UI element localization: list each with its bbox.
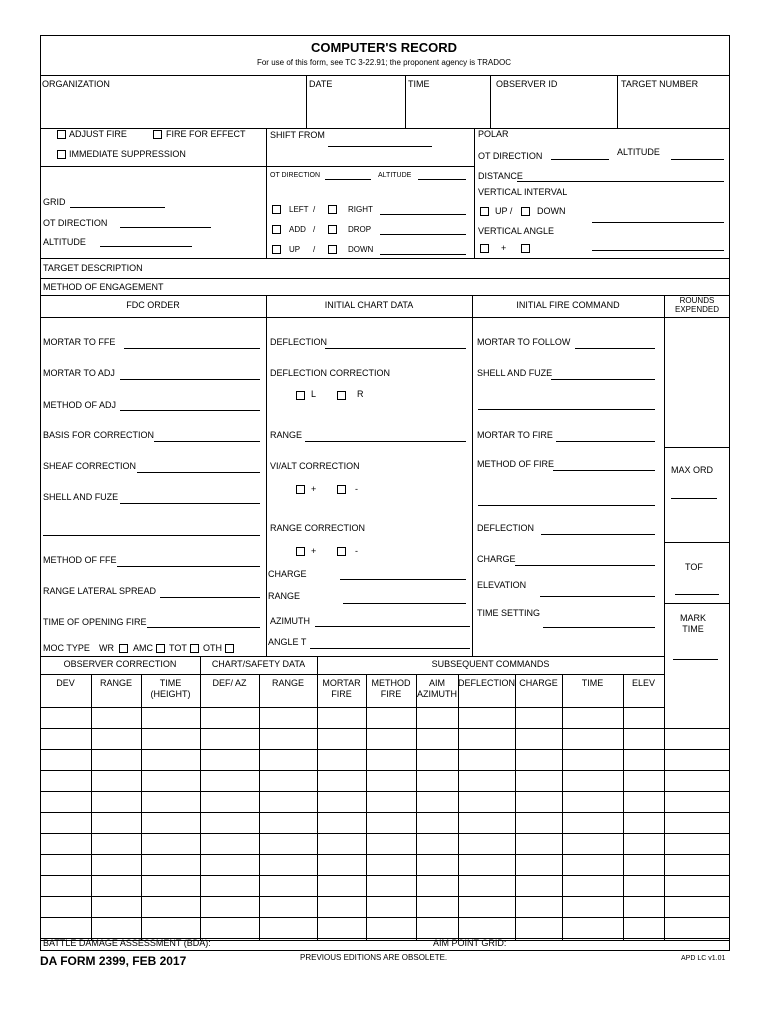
polar-altitude-field[interactable] xyxy=(671,159,724,160)
l-label: L xyxy=(311,389,317,399)
divider xyxy=(40,278,730,279)
fc-shell-and-fuze-field-2[interactable] xyxy=(478,409,655,410)
mortar-to-follow-field[interactable] xyxy=(575,348,655,349)
right-label: RIGHT xyxy=(348,205,373,214)
drop-label: DROP xyxy=(348,225,372,234)
va-field[interactable] xyxy=(592,250,724,251)
mortar-to-adj-label: MORTAR TO ADJ xyxy=(43,368,115,378)
azimuth-field[interactable] xyxy=(315,626,470,627)
wr-checkbox[interactable] xyxy=(119,644,128,653)
range2-field[interactable] xyxy=(343,603,466,604)
column-header: AIM AZIMUTH xyxy=(417,678,457,699)
charge-label: CHARGE xyxy=(268,569,307,579)
shell-and-fuze-field-2[interactable] xyxy=(43,535,260,536)
table-row[interactable] xyxy=(40,728,730,729)
mark-time-field[interactable] xyxy=(673,659,718,660)
va-minus-checkbox[interactable] xyxy=(521,244,530,253)
wr-label: WR xyxy=(99,643,114,653)
column-header: TIME (HEIGHT) xyxy=(150,678,191,699)
add-checkbox[interactable] xyxy=(272,225,281,234)
angle-t-label: ANGLE T xyxy=(268,637,307,647)
vertical-interval-label: VERTICAL INTERVAL xyxy=(478,187,568,197)
adjust-fire-checkbox[interactable] xyxy=(57,130,66,139)
table-row[interactable] xyxy=(40,791,730,792)
mortar-to-ffe-field[interactable] xyxy=(124,348,260,349)
va-plus-label: + xyxy=(501,243,507,253)
range2-label: RANGE xyxy=(268,591,301,601)
time-of-opening-fire-field[interactable] xyxy=(147,627,260,628)
tof-field[interactable] xyxy=(675,594,719,595)
divider xyxy=(266,166,474,167)
amc-label: AMC xyxy=(133,643,153,653)
amc-checkbox[interactable] xyxy=(156,644,165,653)
grid-field[interactable] xyxy=(70,207,165,208)
range-correction-label: RANGE CORRECTION xyxy=(270,523,366,533)
column-header: RANGE xyxy=(271,678,304,688)
target-number-label: TARGET NUMBER xyxy=(621,79,699,89)
divider xyxy=(405,75,406,128)
polar-ot-direction-label: OT DIRECTION xyxy=(478,151,543,161)
aim-point-grid-label: AIM POINT GRID: xyxy=(433,938,507,948)
vialt-plus-checkbox[interactable] xyxy=(296,485,305,494)
mortar-to-follow-label: MORTAR TO FOLLOW xyxy=(477,337,571,347)
time-of-opening-fire-label: TIME OF OPENING FIRE xyxy=(43,617,147,627)
observer-id-label: OBSERVER ID xyxy=(496,79,558,89)
rc-plus-checkbox[interactable] xyxy=(296,547,305,556)
divider xyxy=(664,542,730,543)
vertical-angle-label: VERTICAL ANGLE xyxy=(478,226,555,236)
distance-label: DISTANCE xyxy=(478,171,523,181)
column-header: DEF/ AZ xyxy=(212,678,247,688)
grid-label: GRID xyxy=(43,197,66,207)
table-row[interactable] xyxy=(40,854,730,855)
method-of-fire-field-2[interactable] xyxy=(478,505,655,506)
date-label: DATE xyxy=(309,79,333,89)
observer-correction-header: OBSERVER CORRECTION xyxy=(63,659,177,669)
table-row[interactable] xyxy=(40,875,730,876)
table-row[interactable] xyxy=(40,770,730,771)
divider xyxy=(40,317,730,318)
down-label: DOWN xyxy=(348,245,374,254)
immediate-suppression-label: IMMEDIATE SUPPRESSION xyxy=(69,149,186,159)
divider xyxy=(266,295,267,656)
range-lateral-spread-field[interactable] xyxy=(160,597,260,598)
column-divider xyxy=(40,656,41,940)
divider xyxy=(40,166,266,167)
method-of-adj-field[interactable] xyxy=(120,410,260,411)
elevation-field[interactable] xyxy=(540,596,655,597)
divider xyxy=(40,707,664,708)
adjust-fire-label: ADJUST FIRE xyxy=(69,129,127,139)
charge-field[interactable] xyxy=(340,579,466,580)
slash: / xyxy=(313,245,316,254)
l-checkbox[interactable] xyxy=(296,391,305,400)
altitude-label: ALTITUDE xyxy=(43,237,86,247)
rc-minus-label: - xyxy=(355,546,358,556)
tot-label: TOT xyxy=(169,643,187,653)
rc-minus-checkbox[interactable] xyxy=(337,547,346,556)
subsequent-commands-header: SUBSEQUENT COMMANDS xyxy=(431,659,550,669)
column-divider xyxy=(141,674,142,940)
divider xyxy=(306,75,307,128)
range-field[interactable] xyxy=(305,441,466,442)
column-divider xyxy=(91,674,92,940)
divider xyxy=(266,128,267,258)
left-right-field[interactable] xyxy=(380,214,466,215)
shell-and-fuze-field[interactable] xyxy=(120,503,260,504)
down-checkbox[interactable] xyxy=(328,245,337,254)
left-label: LEFT xyxy=(289,205,309,214)
method-of-engagement-label: METHOD OF ENGAGEMENT xyxy=(43,282,164,292)
shift-from-label: SHIFT FROM xyxy=(270,130,325,140)
ot-direction-label: OT DIRECTION xyxy=(43,218,108,228)
column-divider xyxy=(366,674,367,940)
up-down-field[interactable] xyxy=(380,254,466,255)
method-of-fire-label: METHOD OF FIRE xyxy=(477,459,554,469)
add-drop-field[interactable] xyxy=(380,234,466,235)
table-row[interactable] xyxy=(40,812,730,813)
max-ord-label: MAX ORD xyxy=(671,465,714,475)
fc-deflection-label: DEFLECTION xyxy=(477,523,535,533)
shift-altitude-label: ALTITUDE xyxy=(378,172,412,179)
table-row[interactable] xyxy=(40,749,730,750)
deflection-field[interactable] xyxy=(325,348,466,349)
column-divider xyxy=(515,674,516,940)
divider xyxy=(490,75,491,128)
oth-checkbox[interactable] xyxy=(225,644,234,653)
column-header: RANGE xyxy=(99,678,132,688)
va-plus-checkbox[interactable] xyxy=(480,244,489,253)
method-of-fire-field[interactable] xyxy=(553,470,655,471)
column-divider xyxy=(623,674,624,940)
distance-field[interactable] xyxy=(517,181,724,182)
deflection-label: DEFLECTION xyxy=(270,337,328,347)
column-divider xyxy=(200,656,201,940)
divider xyxy=(474,128,475,258)
method-of-ffe-field[interactable] xyxy=(117,566,260,567)
column-header: ELEV xyxy=(631,678,655,688)
initial-chart-data-header: INITIAL CHART DATA xyxy=(324,300,414,310)
rounds-expended-header: ROUNDS EXPENDED xyxy=(674,296,719,314)
column-header: CHARGE xyxy=(519,678,558,688)
shell-and-fuze-label: SHELL AND FUZE xyxy=(43,492,119,502)
polar-ot-direction-field[interactable] xyxy=(551,159,609,160)
up-label: UP xyxy=(289,245,301,254)
tot-checkbox[interactable] xyxy=(190,644,199,653)
divider xyxy=(40,128,730,129)
form-subtitle: For use of this form, see TC 3-22.91; the proponent agency is TRADOC xyxy=(256,58,512,67)
tof-label: TOF xyxy=(685,562,703,572)
form-title: COMPUTER'S RECORD xyxy=(310,40,458,55)
table-row[interactable] xyxy=(40,917,730,918)
mortar-to-fire-label: MORTAR TO FIRE xyxy=(477,430,553,440)
oth-label: OTH xyxy=(203,643,222,653)
vialt-plus-label: + xyxy=(311,484,317,494)
right-checkbox[interactable] xyxy=(328,205,337,214)
max-ord-field[interactable] xyxy=(671,498,717,499)
vi-alt-correction-label: VI/ALT CORRECTION xyxy=(270,461,360,471)
divider xyxy=(40,656,664,657)
shift-ot-direction-label: OT DIRECTION xyxy=(270,172,321,179)
mortar-to-fire-field[interactable] xyxy=(556,441,655,442)
divider xyxy=(40,295,730,296)
shift-altitude-field[interactable] xyxy=(418,179,466,180)
polar-altitude-label: ALTITUDE xyxy=(617,147,660,157)
vi-field[interactable] xyxy=(592,222,724,223)
moc-type-label: MOC TYPE xyxy=(43,643,90,653)
organization-label: ORGANIZATION xyxy=(42,79,110,89)
deflection-correction-label: DEFLECTION CORRECTION xyxy=(270,368,391,378)
sheaf-correction-field[interactable] xyxy=(137,472,260,473)
table-row[interactable] xyxy=(40,896,730,897)
slash: / xyxy=(313,225,316,234)
chart-safety-data-header: CHART/SAFETY DATA xyxy=(211,659,306,669)
bda-label: BATTLE DAMAGE ASSESSMENT (BDA): xyxy=(43,938,211,948)
time-setting-label: TIME SETTING xyxy=(477,608,540,618)
basis-for-correction-field[interactable] xyxy=(154,441,260,442)
column-divider xyxy=(259,674,260,940)
column-divider xyxy=(562,674,563,940)
vi-up-checkbox[interactable] xyxy=(480,207,489,216)
range-lateral-spread-label: RANGE LATERAL SPREAD xyxy=(43,586,157,596)
table-row[interactable] xyxy=(40,833,730,834)
mortar-to-adj-field[interactable] xyxy=(120,379,260,380)
divider xyxy=(664,603,730,604)
angle-t-field[interactable] xyxy=(310,648,470,649)
column-divider xyxy=(664,656,665,940)
vi-down-checkbox[interactable] xyxy=(521,207,530,216)
left-checkbox[interactable] xyxy=(272,205,281,214)
column-header: TIME xyxy=(581,678,604,688)
divider xyxy=(40,674,664,675)
fc-deflection-field[interactable] xyxy=(541,534,655,535)
time-label: TIME xyxy=(408,79,430,89)
shift-from-field[interactable] xyxy=(328,146,432,147)
method-of-ffe-label: METHOD OF FFE xyxy=(43,555,117,565)
fdc-order-header: FDC ORDER xyxy=(126,300,180,310)
ot-direction-field[interactable] xyxy=(120,227,211,228)
vialt-minus-label: - xyxy=(355,484,358,494)
slash: / xyxy=(313,205,316,214)
vialt-minus-checkbox[interactable] xyxy=(337,485,346,494)
initial-fire-command-header: INITIAL FIRE COMMAND xyxy=(516,300,620,310)
range-label: RANGE xyxy=(270,430,303,440)
column-header: MORTAR FIRE xyxy=(322,678,361,699)
basis-for-correction-label: BASIS FOR CORRECTION xyxy=(43,430,155,440)
obsolete-notice: PREVIOUS EDITIONS ARE OBSOLETE. xyxy=(300,953,448,962)
time-setting-field[interactable] xyxy=(543,627,655,628)
sheaf-correction-label: SHEAF CORRECTION xyxy=(43,461,137,471)
elevation-label: ELEVATION xyxy=(477,580,527,590)
fc-charge-label: CHARGE xyxy=(477,554,516,564)
mark-time-label: MARK TIME xyxy=(679,613,706,634)
r-label: R xyxy=(357,389,364,399)
version-label: APD LC v1.01 xyxy=(681,955,726,962)
fc-charge-field[interactable] xyxy=(515,565,655,566)
drop-checkbox[interactable] xyxy=(328,225,337,234)
shift-ot-direction-field[interactable] xyxy=(325,179,371,180)
polar-label: POLAR xyxy=(478,129,509,139)
divider xyxy=(617,75,618,128)
vi-up-label: UP / xyxy=(495,206,513,216)
rc-plus-label: + xyxy=(311,546,317,556)
azimuth-label: AZIMUTH xyxy=(270,616,310,626)
column-header: METHOD FIRE xyxy=(371,678,411,699)
column-divider xyxy=(458,674,459,940)
fc-shell-and-fuze-label: SHELL AND FUZE xyxy=(477,368,553,378)
fire-for-effect-checkbox[interactable] xyxy=(153,130,162,139)
immediate-suppression-checkbox[interactable] xyxy=(57,150,66,159)
fire-for-effect-label: FIRE FOR EFFECT xyxy=(166,129,246,139)
mortar-to-ffe-label: MORTAR TO FFE xyxy=(43,337,116,347)
column-header: DEFLECTION xyxy=(458,678,516,688)
r-checkbox[interactable] xyxy=(337,391,346,400)
divider xyxy=(40,75,730,76)
up-checkbox[interactable] xyxy=(272,245,281,254)
fc-shell-and-fuze-field[interactable] xyxy=(551,379,655,380)
target-description-label: TARGET DESCRIPTION xyxy=(43,263,143,273)
divider xyxy=(472,295,473,656)
add-label: ADD xyxy=(289,225,306,234)
column-header: DEV xyxy=(56,678,75,688)
form-number: DA FORM 2399, FEB 2017 xyxy=(40,954,187,968)
altitude-field[interactable] xyxy=(100,246,192,247)
method-of-adj-label: METHOD OF ADJ xyxy=(43,400,117,410)
vi-down-label: DOWN xyxy=(537,206,566,216)
divider xyxy=(664,447,730,448)
column-divider xyxy=(416,674,417,940)
divider xyxy=(40,258,730,259)
